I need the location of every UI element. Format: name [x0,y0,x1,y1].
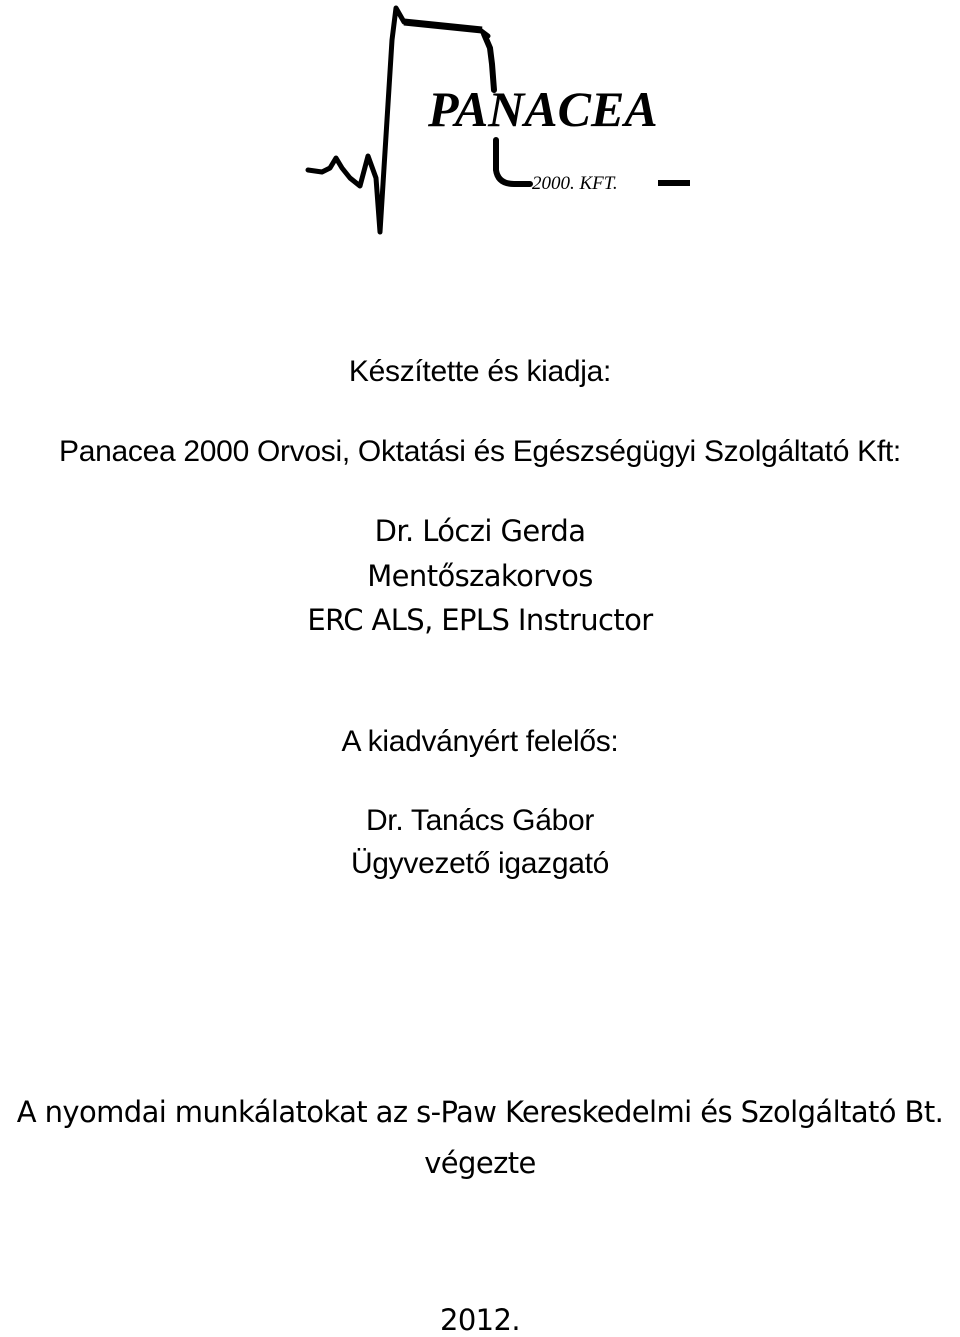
panacea-logo [300,0,710,240]
author-qualification: ERC ALS, EPLS Instructor [307,603,653,637]
publisher-heading: Készítette és kiadja: [348,355,612,388]
printer-line-1: A nyomdai munkálatokat az s-Paw Kereskedelmi és Szolgáltató Bt. [16,1095,944,1129]
responsible-name: Dr. Tanács Gábor [365,804,595,837]
author-name: Dr. Lóczi Gerda [374,514,586,548]
brand-subtitle: 2000. KFT. [532,173,618,194]
responsible-heading: A kiadványért felelős: [341,725,619,758]
brand-text: PANACEA [428,81,658,137]
ecg-trace-icon [300,0,710,240]
publisher-company: Panacea 2000 Orvosi, Oktatási és Egészségügyi Szolgáltató Kft: [59,435,901,468]
printer-line-2: végezte [424,1146,536,1180]
responsible-title: Ügyvezető igazgató [350,847,610,880]
author-title: Mentőszakorvos [367,559,593,593]
publication-year: 2012. [439,1303,521,1337]
